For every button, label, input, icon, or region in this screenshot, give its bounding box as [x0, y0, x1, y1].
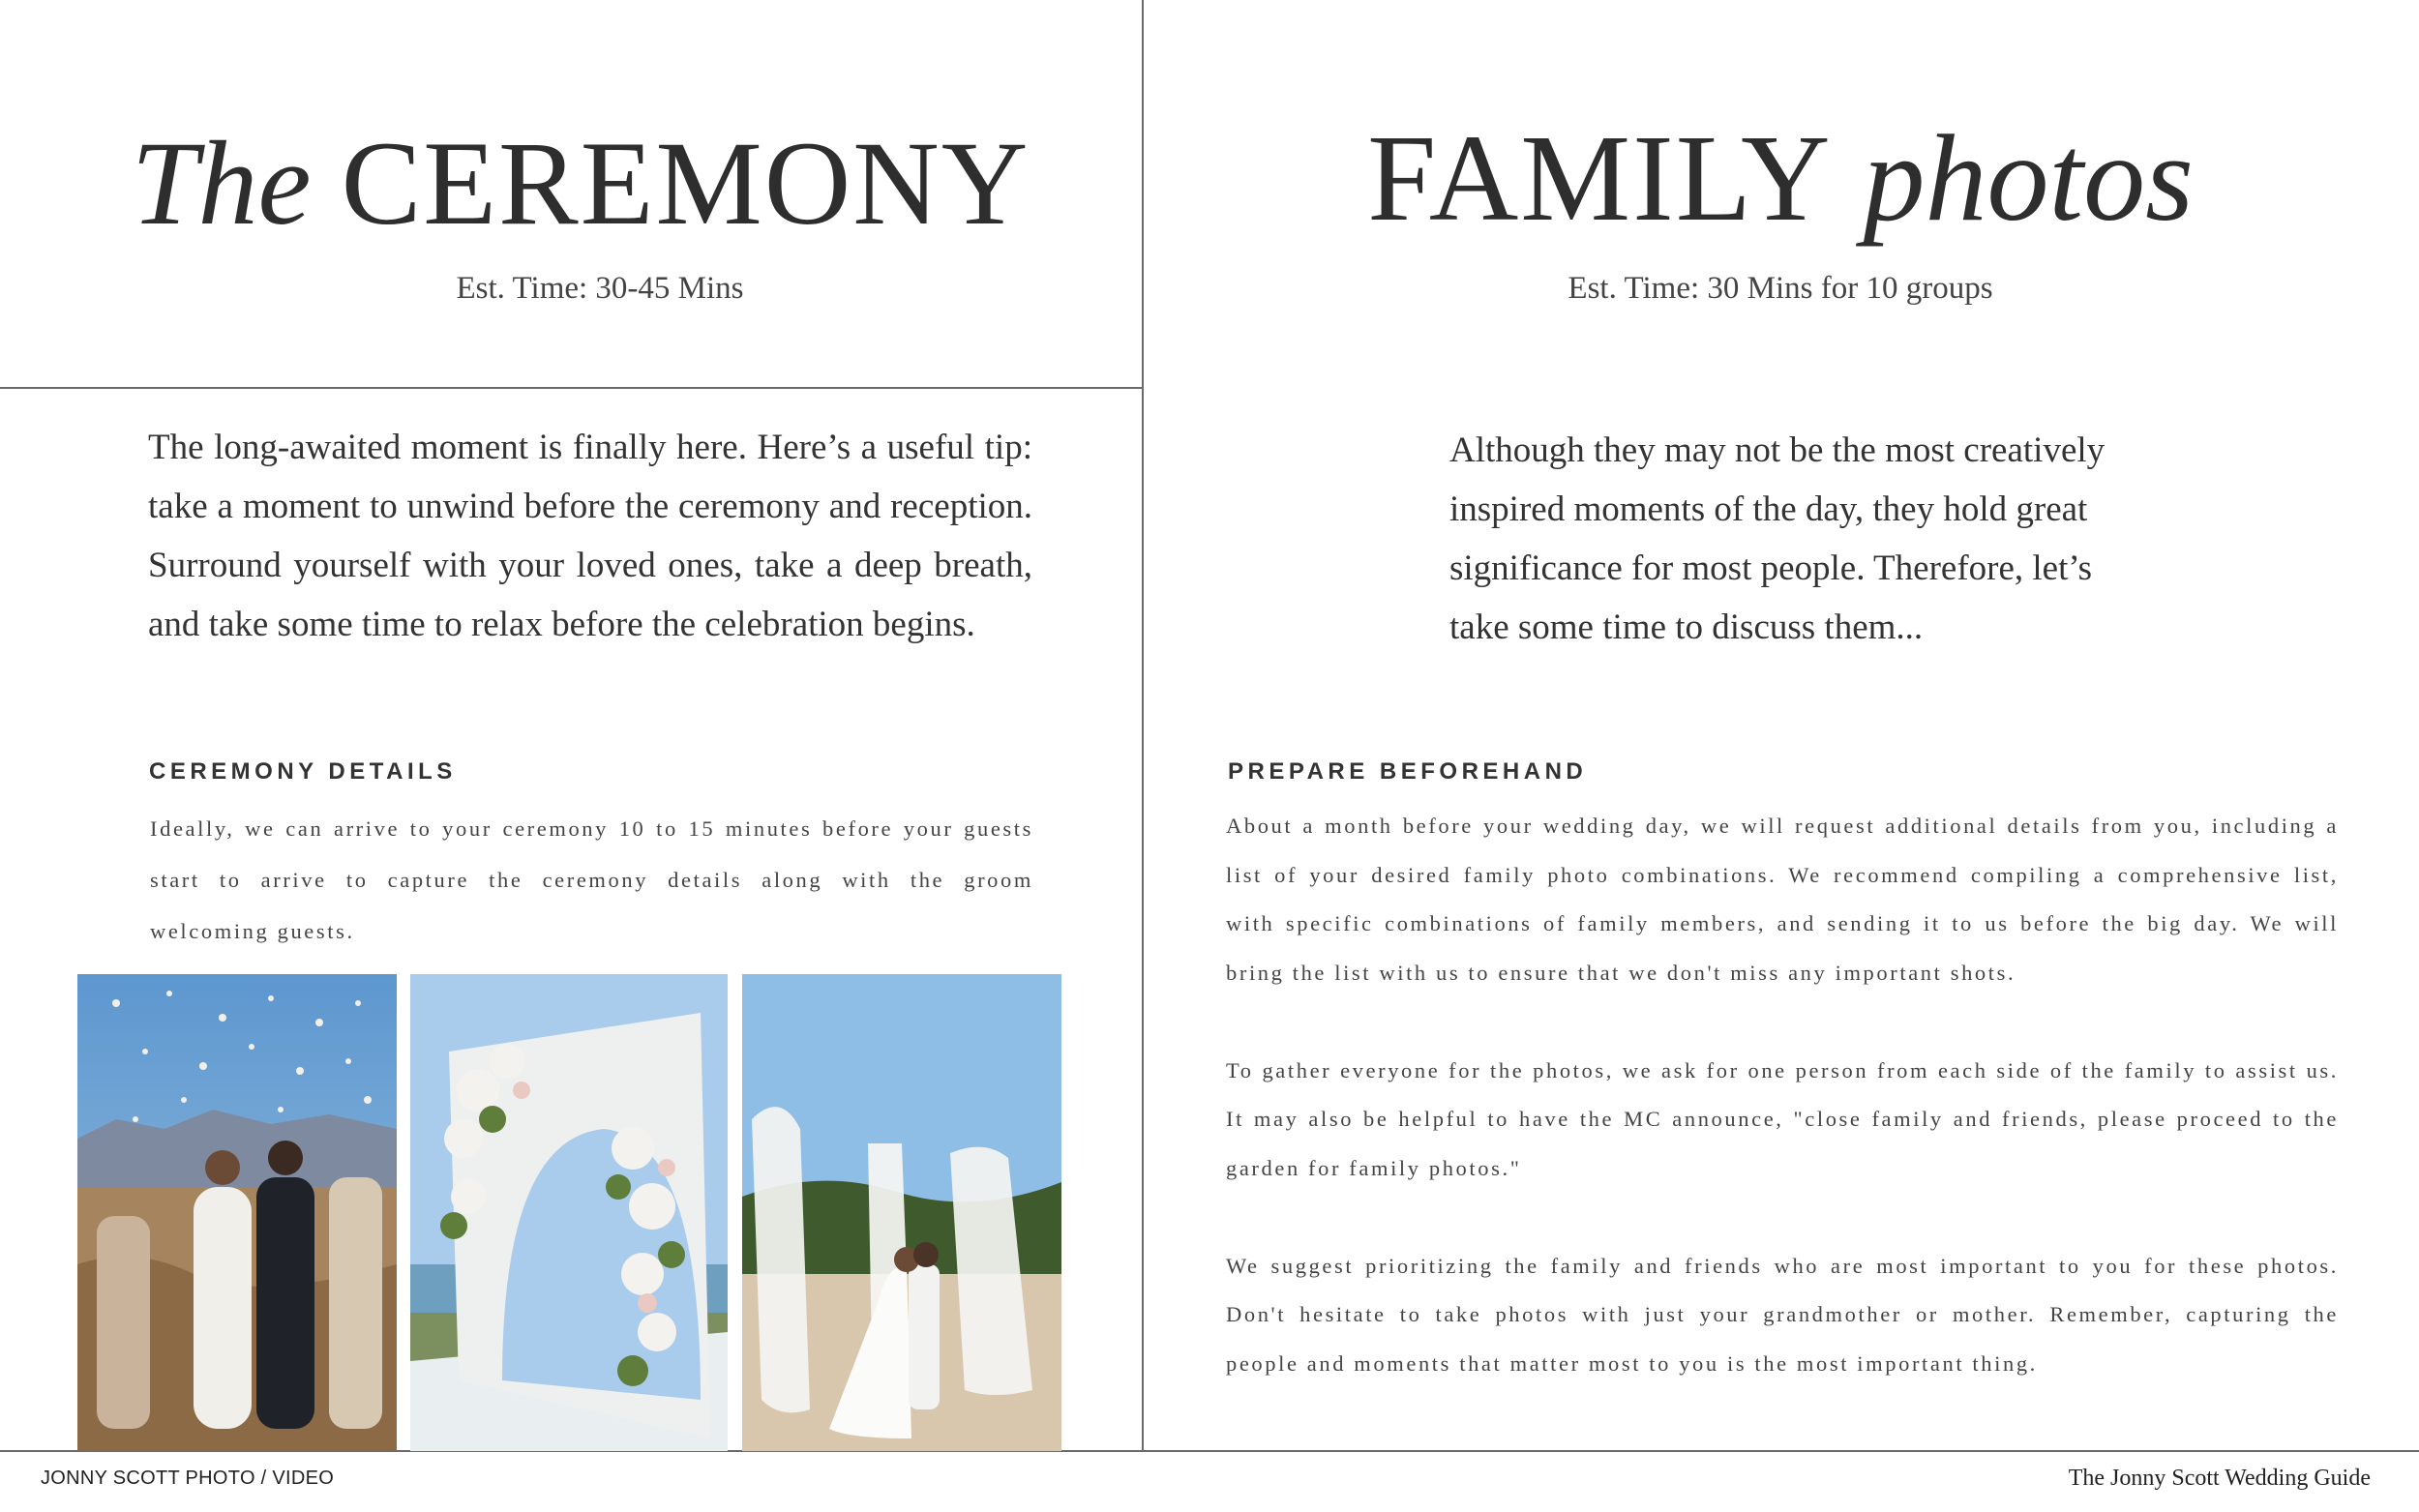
ceremony-title-italic: The — [131, 117, 312, 250]
ceremony-details-heading: CEREMONY DETAILS — [149, 758, 457, 785]
prepare-paragraph-3: We suggest prioritizing the family and friends who are most important to you for these photos. Don't hesitate to take photos with just your grandmother or mother. Remember, capturing the people and moments that matter most to you is the most important thing. — [1226, 1253, 2339, 1376]
family-title-italic: photos — [1863, 109, 2194, 247]
ceremony-details-body: Ideally, we can arrive to your ceremony 10 to 15 minutes before your guests start to arrive to capture the ceremony details along with the groom welcoming guests. — [150, 816, 1033, 943]
beach-curtains-photo — [742, 974, 1061, 1451]
prepare-beforehand-body — [1226, 802, 2339, 1388]
floral-arch-photo — [410, 974, 728, 1451]
confetti-exit-photo — [77, 974, 397, 1451]
family-title — [1326, 109, 2235, 247]
family-lead-paragraph: Although they may not be the most creatively inspired moments of the day, they hold great significance for most people. Therefore, let’s take some time to discuss them... — [1449, 430, 2105, 647]
ceremony-est-time: Est. Time: 30-45 Mins — [456, 271, 744, 306]
prepare-beforehand-heading: PREPARE BEFOREHAND — [1228, 758, 1588, 785]
footer-guide-title: The Jonny Scott Wedding Guide — [2068, 1466, 2371, 1491]
prepare-paragraph-1: About a month before your wedding day, we will request additional details from you, including a list of your desired family photo combinations. We recommend compiling a comprehensive list, with specific combinations of family members, and sending it to us before the big day. We will bring the list with us to ensure that we don't miss any important shots. — [1226, 814, 2339, 985]
family-title-main: FAMILY — [1367, 109, 1833, 247]
left-header-rule — [0, 387, 1144, 389]
ceremony-lead-paragraph: The long-awaited moment is finally here. Here’s a useful tip: take a moment to unwind before the ceremony and reception. Surround yourself with your loved ones, take a deep breath, and take some time to relax before the celebration begins. — [148, 428, 1032, 644]
ceremony-title-main: CEREMONY — [341, 117, 1030, 250]
center-divider — [1142, 0, 1144, 1451]
ceremony-title — [131, 117, 1030, 250]
footer-brand: JONNY SCOTT PHOTO / VIDEO — [41, 1468, 335, 1489]
prepare-paragraph-2: To gather everyone for the photos, we ask for one person from each side of the family to assist us. It may also be helpful to have the MC announce, "close family and friends, please proceed to the garden for family photos." — [1226, 1057, 2339, 1180]
family-est-time: Est. Time: 30 Mins for 10 groups — [1568, 271, 1993, 306]
